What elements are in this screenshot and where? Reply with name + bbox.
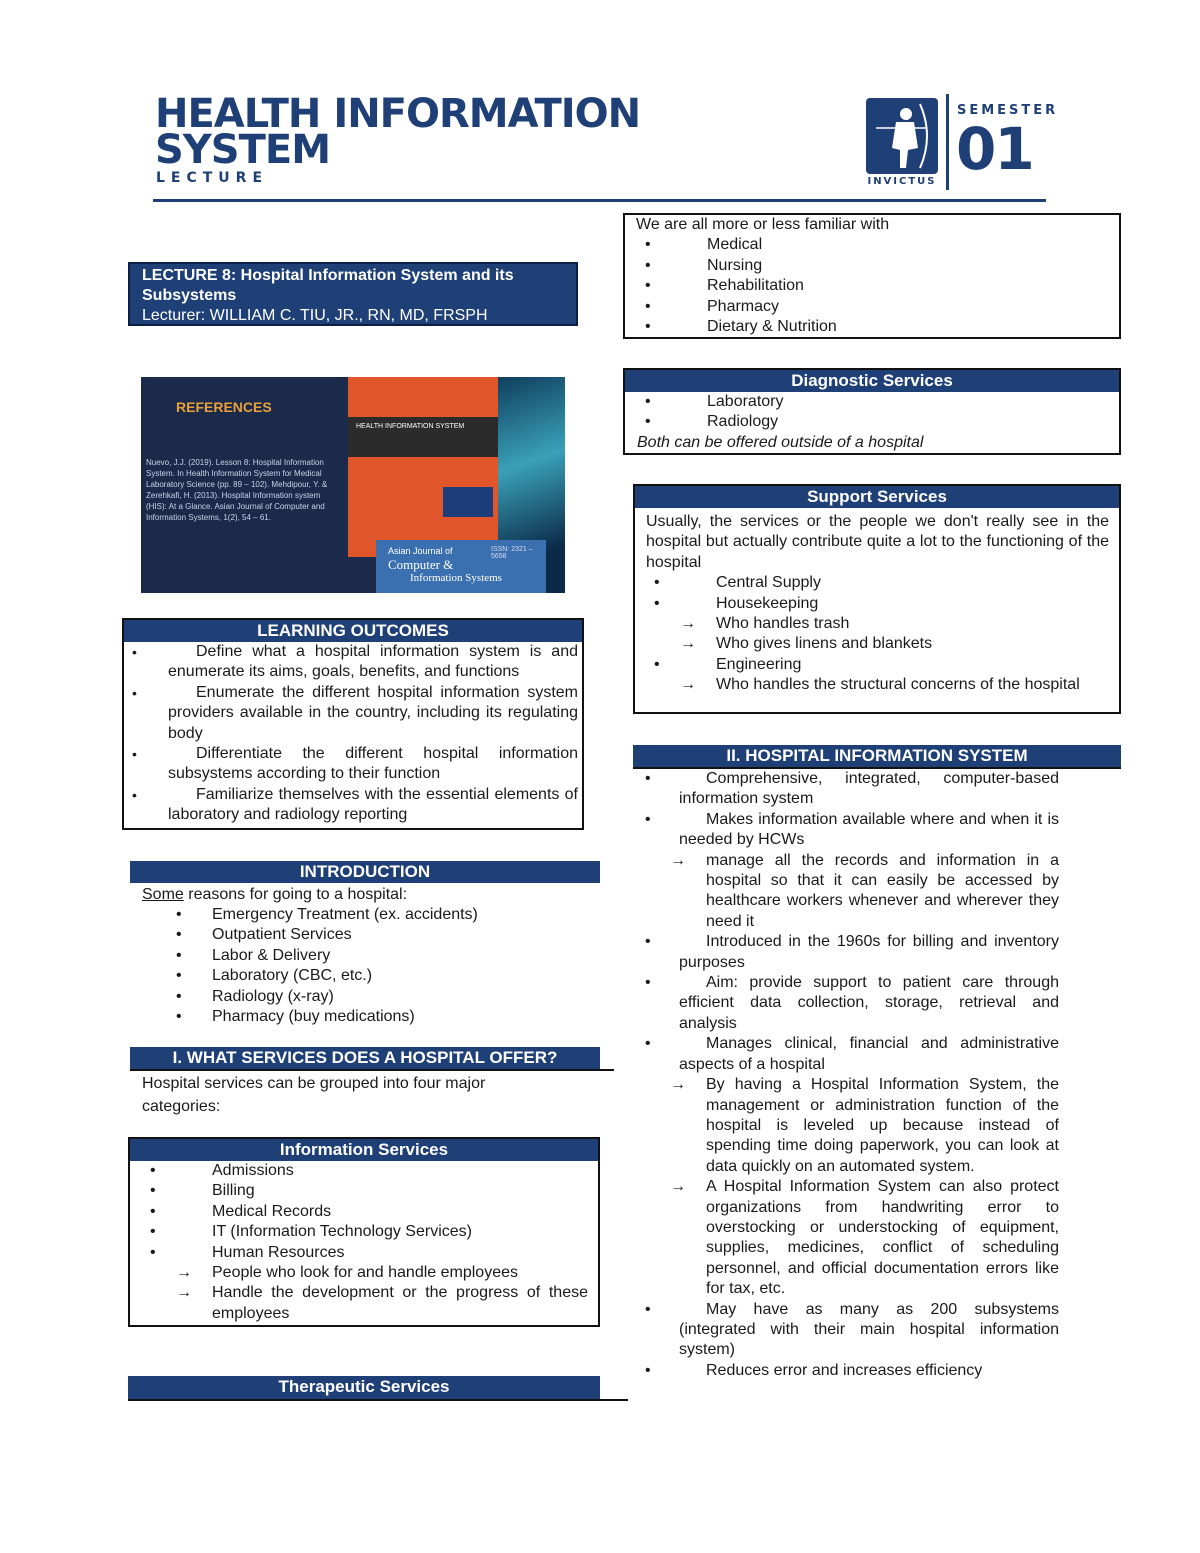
header-divider — [946, 94, 949, 190]
list-item: • Familiarize themselves with the essential elements of laboratory and radiology reporting — [168, 785, 578, 826]
list-item: • Enumerate the different hospital information system providers available in the country, including its regulating body — [168, 683, 578, 744]
services-heading-bar — [130, 1047, 614, 1071]
list-item: → Who handles the structural concerns of the hospital — [680, 676, 1080, 694]
list-item: • Admissions — [150, 1162, 294, 1179]
learning-outcomes-list — [124, 642, 578, 826]
information-services-heading: Information Services — [130, 1139, 598, 1161]
support-services-heading: Support Services — [635, 486, 1119, 508]
list-item: • Labor & Delivery — [176, 946, 331, 964]
lecturer-name: Lecturer: WILLIAM C. TIU, JR., RN, MD, FRSPH — [142, 307, 488, 324]
list-item: • Outpatient Services — [176, 926, 352, 944]
archer-logo-icon — [866, 98, 938, 174]
list-item: • May have as many as 200 subsystems (integrated with their main hospital information system) — [645, 1300, 1059, 1359]
list-item: • Makes information available where and when it is needed by HCWs — [645, 810, 1059, 849]
list-item: • Introduced in the 1960s for billing and inventory purposes — [645, 933, 1059, 971]
document-subtitle: LECTURE — [156, 170, 269, 186]
title-line-1: HEALTH INFORMATION — [155, 91, 641, 137]
list-item: • Dietary & Nutrition — [645, 318, 837, 336]
list-item: • Comprehensive, integrated, computer-based information system — [645, 770, 1059, 808]
list-item: • Pharmacy — [645, 297, 780, 315]
list-item: • Laboratory (CBC, etc.) — [176, 967, 373, 985]
list-item: • Engineering — [654, 655, 802, 673]
his-heading-bar — [633, 745, 1121, 769]
therapeutic-services-heading: Therapeutic Services — [128, 1376, 600, 1399]
list-item: • Radiology (x-ray) — [176, 987, 334, 1005]
list-item: → Handle the development or the progress of these employees — [176, 1284, 588, 1322]
his-content — [645, 769, 1059, 1381]
list-item: → manage all the records and information in a hospital so that it can easily be accessed by healthcare workers whenever and wherever they need it — [670, 851, 1059, 930]
list-item: • Laboratory — [645, 393, 784, 410]
his-heading: II. HOSPITAL INFORMATION SYSTEM — [633, 745, 1121, 767]
services-intro: Hospital services can be grouped into four major categories: — [142, 1075, 486, 1115]
list-item: • Emergency Treatment (ex. accidents) — [176, 906, 478, 923]
information-services-list — [130, 1161, 598, 1324]
therapeutic-services-bar — [128, 1376, 628, 1401]
list-item: • IT (Information Technology Services) — [150, 1223, 472, 1241]
learning-outcomes-box — [122, 618, 584, 830]
list-item: → Who handles trash — [680, 615, 850, 633]
list-item: • Pharmacy (buy medications) — [176, 1008, 415, 1026]
document-title — [155, 91, 641, 173]
familiar-list — [636, 235, 1119, 337]
familiar-lead: We are all more or less familiar with — [636, 216, 890, 233]
logo-wordmark: INVICTUS — [867, 176, 937, 187]
introduction-heading: INTRODUCTION — [130, 861, 600, 883]
title-line-2: SYSTEM — [155, 127, 330, 173]
references-slide-image — [141, 377, 565, 593]
list-item: → People who look for and handle employees — [176, 1264, 518, 1282]
list-item: • Human Resources — [150, 1243, 345, 1261]
list-item: → By having a Hospital Information System, the management or administration function of the hospital is leveled up because instead of spending time doing paperwork, you can look at data quickly on an automated system. — [670, 1076, 1059, 1175]
diagnostic-services-list — [625, 392, 1119, 433]
list-item: • Central Supply — [654, 574, 821, 592]
information-services-box — [128, 1137, 600, 1327]
introduction-lead: Some reasons for going to a hospital: — [142, 886, 408, 903]
list-item: → A Hospital Information System can also protect organizations from handwriting error to overstocking or understocking of equipment, supplies, medicines, conflict of scheduling personnel, and official documentation errors like for tax, etc. — [670, 1178, 1059, 1298]
book-title: HEALTH INFORMATION SYSTEM — [356, 423, 465, 430]
list-item: • Medical — [645, 236, 763, 254]
list-item: • Manages clinical, financial and administrative aspects of a hospital — [645, 1035, 1059, 1073]
diagnostic-note: Both can be offered outside of a hospital — [637, 433, 924, 451]
semester-number: 01 — [956, 115, 1033, 183]
book-cover-image — [348, 377, 498, 557]
list-item: → Who gives linens and blankets — [680, 635, 933, 653]
list-item: • Billing — [150, 1182, 255, 1200]
list-item: • Reduces error and increases efficiency — [645, 1361, 983, 1379]
list-item: • Radiology — [645, 413, 779, 431]
header-rule — [153, 199, 1046, 202]
list-item: • Medical Records — [150, 1202, 332, 1220]
references-text: Nuevo, J.J. (2019). Lesson 8: Hospital Information System. In Health Information System for Medical Laboratory Science (pp. 89 – 102). Mehdipour, Y. & Zerehkafi, H. (2013). Hospital Information system (HIS): At a Glance. Asian Journal of Computer and Information Systems, 1(2), 54 – 61. — [146, 458, 328, 522]
semester-label: SEMESTER — [957, 103, 1059, 118]
diagnostic-services-heading: Diagnostic Services — [625, 370, 1119, 392]
support-services-lead: Usually, the services or the people we don't really see in the hospital but actually contribute quite a lot to the functioning of the hospital — [646, 513, 1109, 571]
introduction-list — [176, 905, 478, 1027]
list-item: • Aim: provide support to patient care through efficient data collection, storage, retrieval and analysis — [645, 974, 1059, 1032]
learning-outcomes-heading: LEARNING OUTCOMES — [124, 620, 582, 642]
list-item: • Housekeeping — [654, 594, 819, 612]
list-item: • Rehabilitation — [645, 277, 804, 295]
lecture-title: LECTURE 8: Hospital Information System and its Subsystems — [142, 267, 514, 304]
diagnostic-services-box — [623, 368, 1121, 455]
support-services-box — [633, 484, 1121, 714]
references-heading: REFERENCES — [176, 399, 272, 415]
list-item: • Define what a hospital information system is and enumerate its aims, goals, benefits, and functions — [168, 642, 578, 683]
lecture-info-box — [128, 262, 578, 326]
services-heading: I. WHAT SERVICES DOES A HOSPITAL OFFER? — [130, 1047, 600, 1069]
list-item: • Differentiate the different hospital information subsystems according to their function — [168, 744, 578, 785]
list-item: • Nursing — [645, 256, 763, 274]
journal-cover-image: Asian Journal of Computer & Information Systems ISSN: 2321 – 5658 — [376, 540, 546, 593]
familiar-services-box — [623, 213, 1121, 339]
support-services-list — [635, 573, 1119, 695]
